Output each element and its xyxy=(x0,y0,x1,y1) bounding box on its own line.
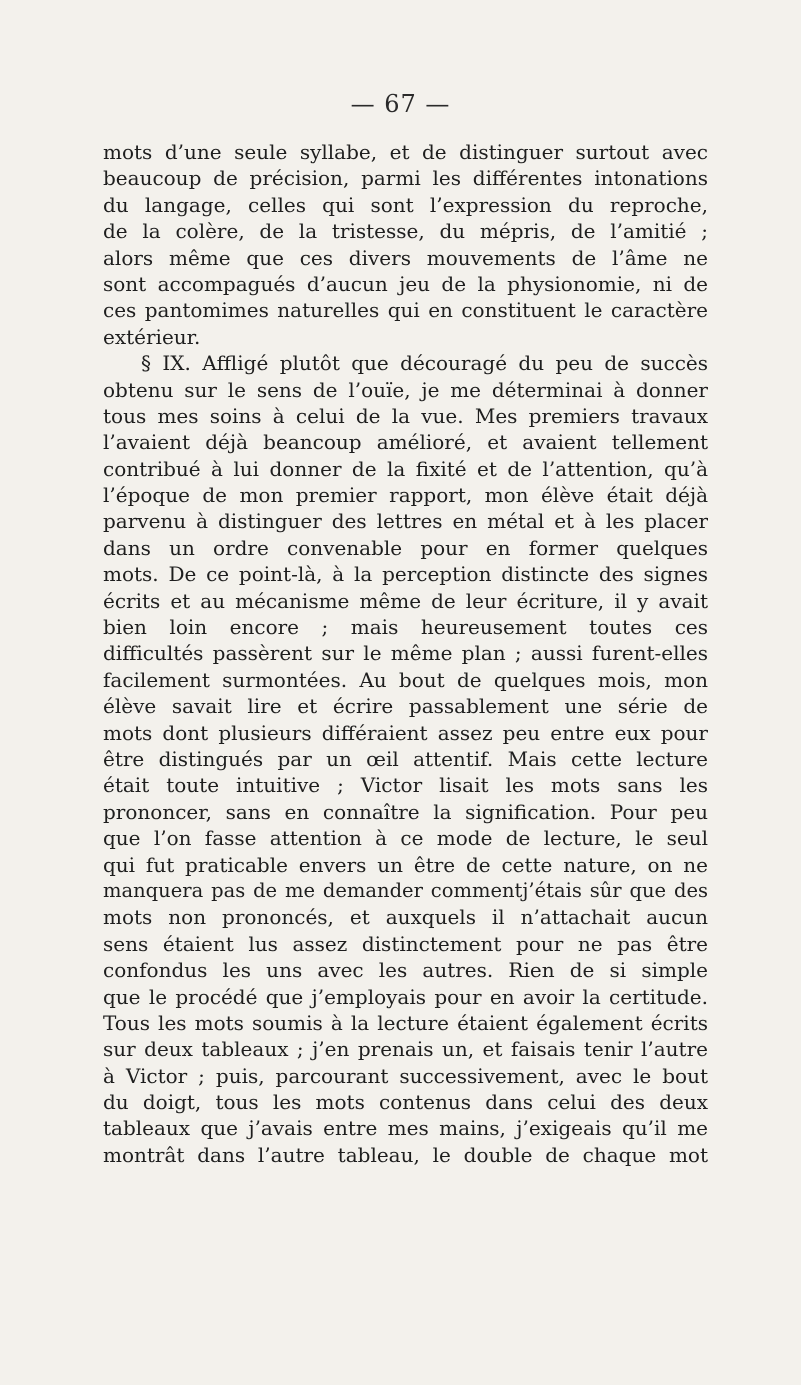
text-line: sur deux tableaux ; j’en prenais un, et faisais tenir l’autre xyxy=(103,1037,708,1062)
text-line: élève savait lire et écrire passablement une série de xyxy=(103,694,708,719)
text-line: confondus les uns avec les autres. Rien de si simple xyxy=(103,958,708,983)
text-line: du langage, celles qui sont l’expression du reproche, xyxy=(103,192,708,217)
text-line: mots. De ce point-là, à la perception distincte des signes xyxy=(103,562,708,587)
text-line: de la colère, de la tristesse, du mépris, de l’amitié ; xyxy=(103,219,708,244)
text-line: § IX. Affligé plutôt que découragé du peu de succès xyxy=(141,351,708,376)
text-line: montrât dans l’autre tableau, le double de chaque mot xyxy=(103,1142,708,1167)
text-line: du doigt, tous les mots contenus dans celui des deux xyxy=(103,1090,708,1115)
text-line: mots dont plusieurs différaient assez peu entre eux pour xyxy=(103,720,708,745)
text-line: être distingués par un œil attentif. Mais cette lecture xyxy=(103,746,708,771)
text-line: mots non prononcés, et auxquels il n’attachait aucun xyxy=(103,905,708,930)
text-line: que l’on fasse attention à ce mode de lecture, le seul xyxy=(103,826,708,851)
text-line: prononcer, sans en connaître la signification. Pour peu xyxy=(103,799,708,824)
text-line: sens étaient lus assez distinctement pour ne pas être xyxy=(103,931,708,956)
text-line: bien loin encore ; mais heureusement toutes ces xyxy=(103,615,708,640)
text-line: tableaux que j’avais entre mes mains, j’exigeais qu’il me xyxy=(103,1116,708,1141)
text-line: facilement surmontées. Au bout de quelques mois, mon xyxy=(103,667,708,692)
page-number: — 67 — xyxy=(350,90,451,118)
text-line: extérieur. xyxy=(103,324,201,349)
text-line: dans un ordre convenable pour en former quelques xyxy=(103,535,708,560)
text-line: obtenu sur le sens de l’ouïe, je me déterminai à donner xyxy=(103,377,708,402)
text-line: contribué à lui donner de la fixité et de l’attention, qu’à xyxy=(103,456,708,481)
text-line: parvenu à distinguer des lettres en métal et à les placer xyxy=(103,509,708,534)
body-text xyxy=(103,139,708,1168)
text-line: à Victor ; puis, parcourant successivement, avec le bout xyxy=(103,1063,708,1088)
text-line: l’époque de mon premier rapport, mon élève était déjà xyxy=(103,483,708,508)
text-line: ces pantomimes naturelles qui en constituent le caractère xyxy=(103,298,708,323)
text-line: difficultés passèrent sur le même plan ; aussi furent-elles xyxy=(103,641,708,666)
paragraph xyxy=(103,350,708,1168)
text-line: tous mes soins à celui de la vue. Mes premiers travaux xyxy=(103,403,708,428)
text-line: l’avaient déjà beancoup amélioré, et avaient tellement xyxy=(103,430,708,455)
text-line: mots d’une seule syllabe, et de distinguer surtout avec xyxy=(103,140,708,164)
text-line: beaucoup de précision, parmi les différentes intonations xyxy=(103,166,708,191)
text-line: était toute intuitive ; Victor lisait les mots sans les xyxy=(103,773,708,798)
text-line: alors même que ces divers mouvements de l’âme ne xyxy=(103,245,708,270)
text-line: Tous les mots soumis à la lecture étaient également écrits xyxy=(103,1010,708,1035)
text-line: qui fut praticable envers un être de cette nature, on ne xyxy=(103,852,708,877)
text-line: sont accompagués d’aucun jeu de la physionomie, ni de xyxy=(103,271,708,296)
text-line: écrits et au mécanisme même de leur écriture, il y avait xyxy=(103,588,708,613)
text-line: manquera pas de me demander commentj’étais sûr que des xyxy=(103,878,708,902)
text-line: que le procédé que j’employais pour en avoir la certitude. xyxy=(103,984,708,1009)
paragraph xyxy=(103,139,708,350)
